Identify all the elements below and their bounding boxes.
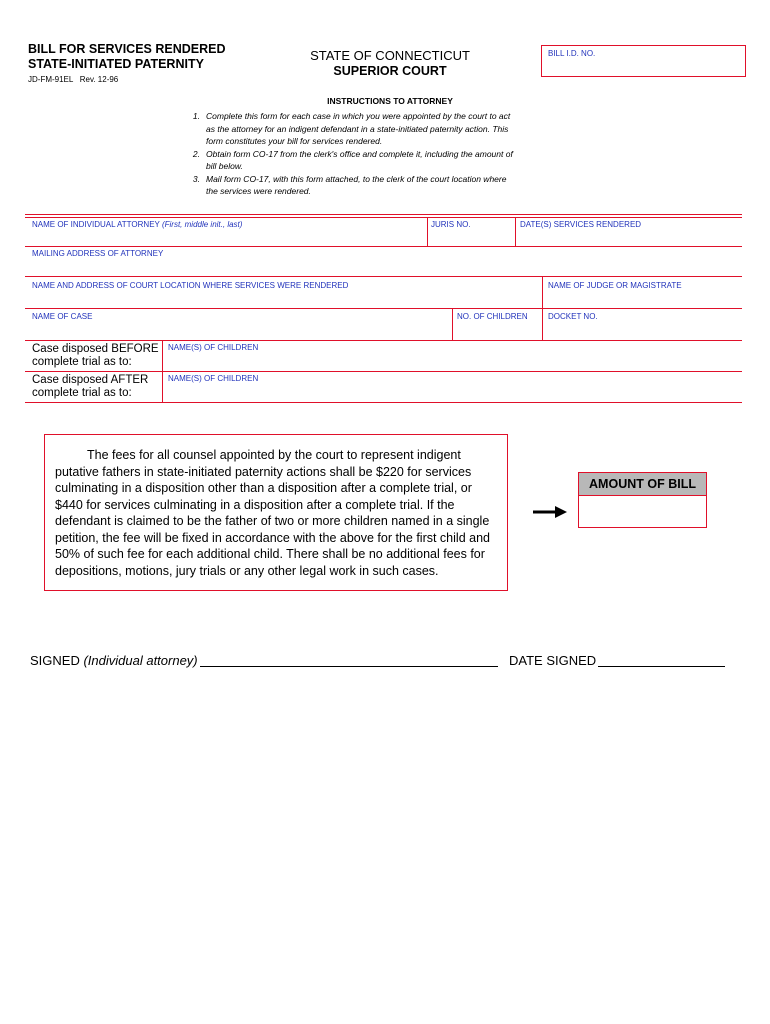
children-after-label: NAME(S) OF CHILDREN — [168, 374, 259, 383]
disposed-before-label — [32, 343, 159, 369]
fee-schedule-notice — [44, 434, 508, 591]
attorney-name-label — [32, 220, 242, 229]
juris-no-field[interactable] — [427, 217, 515, 246]
signature-line[interactable] — [200, 666, 498, 667]
children-before-field[interactable] — [162, 340, 742, 371]
instruction-number: 3. — [192, 173, 200, 184]
bill-id-field[interactable] — [541, 45, 746, 77]
instruction-number: 1. — [192, 111, 200, 121]
court-name: SUPERIOR COURT — [333, 64, 447, 78]
amount-of-bill-input[interactable] — [578, 496, 707, 528]
arrow-right-icon — [533, 505, 567, 519]
judge-label: NAME OF JUDGE OR MAGISTRATE — [548, 281, 682, 290]
case-name-field[interactable] — [25, 308, 452, 340]
attorney-name-text: NAME OF INDIVIDUAL ATTORNEY — [32, 220, 160, 229]
instruction-item — [178, 173, 568, 198]
dates-services-label: DATE(S) SERVICES RENDERED — [520, 220, 642, 229]
fee-line: putative fathers in state-initiated paternity actions shall be $220 for services — [55, 464, 472, 479]
signed-text: SIGNED — [30, 653, 80, 668]
court-location-field[interactable] — [25, 276, 542, 308]
instruction-line: as the attorney for an indigent defendant in a state-initiated paternity action. This — [206, 123, 509, 134]
instruction-line: Mail form CO-17, with this form attached, to the clerk of the court location where — [206, 173, 507, 184]
rule — [25, 402, 742, 403]
judge-field[interactable] — [542, 276, 742, 308]
instruction-number: 2. — [192, 148, 200, 159]
mailing-address-label: MAILING ADDRESS OF ATTORNEY — [32, 249, 164, 258]
no-children-label: NO. OF CHILDREN — [457, 312, 528, 321]
rule — [25, 214, 742, 215]
instruction-line: Complete this form for each case in which you were appointed by the court to act — [206, 111, 511, 121]
juris-no-label: JURIS NO. — [431, 220, 471, 229]
title-line-1: BILL FOR SERVICES RENDERED — [28, 42, 226, 56]
date-signed-line[interactable] — [598, 666, 725, 667]
fee-line: depositions, motions, jury trials or any other legal work in such cases. — [55, 563, 439, 578]
fee-text: The fees for all counsel appointed by the court to represent indigent — [87, 448, 461, 462]
fee-line: $440 for services culminating in a disposition after a complete trial. If the — [55, 497, 455, 512]
attorney-name-field[interactable] — [25, 217, 427, 246]
disposed-before-line: Case disposed BEFORE — [32, 343, 159, 355]
mailing-address-field[interactable] — [25, 246, 742, 276]
form-title — [28, 42, 226, 72]
disposed-before-line: complete trial as to: — [32, 356, 132, 368]
instructions-heading: INSTRUCTIONS TO ATTORNEY — [327, 96, 453, 106]
no-children-field[interactable] — [452, 308, 542, 340]
signed-label — [30, 653, 198, 668]
attorney-name-hint: (First, middle init., last) — [161, 220, 243, 229]
court-location-label: NAME AND ADDRESS OF COURT LOCATION WHERE SERVICES WERE RENDERED — [32, 281, 349, 290]
bill-id-label: BILL I.D. NO. — [548, 49, 596, 58]
disposed-after-line: Case disposed AFTER — [32, 374, 149, 386]
court-heading — [300, 48, 480, 79]
fee-line: culminating in a disposition other than a disposition after a complete trial, or — [55, 481, 472, 495]
state-name: STATE OF CONNECTICUT — [310, 48, 470, 63]
children-before-label: NAME(S) OF CHILDREN — [168, 343, 259, 352]
disposed-after-label — [32, 374, 148, 400]
instruction-item — [178, 110, 568, 148]
amount-of-bill-header: AMOUNT OF BILL — [578, 472, 707, 496]
instruction-line: the services were rendered. — [206, 186, 311, 196]
form-id: JD-FM-91EL Rev. 12-96 — [28, 75, 119, 84]
fee-line: 50% of such fee for each additional child. There shall be no additional fees for — [55, 547, 485, 561]
instruction-line: bill below. — [206, 161, 243, 171]
dates-services-field[interactable] — [515, 217, 742, 246]
title-line-2: STATE-INITIATED PATERNITY — [28, 57, 204, 71]
children-after-field[interactable] — [162, 371, 742, 402]
signed-hint: (Individual attorney) — [83, 653, 198, 668]
docket-no-field[interactable] — [542, 308, 742, 340]
instruction-line: Obtain form CO-17 from the clerk's office and complete it, including the amount of — [206, 148, 513, 159]
disposed-after-line: complete trial as to: — [32, 387, 132, 399]
date-signed-label: DATE SIGNED — [509, 653, 597, 668]
fee-line: petition, the fee will be fixed in accordance with the above for the first child and — [55, 530, 490, 545]
fee-line: defendant is claimed to be the father of two or more children named in a single — [55, 514, 490, 528]
instruction-item — [178, 148, 568, 173]
case-name-label: NAME OF CASE — [32, 312, 93, 321]
fee-line — [55, 447, 497, 464]
instructions-list — [178, 110, 568, 198]
instruction-line: form constitutes your bill for services rendered. — [206, 136, 383, 146]
docket-no-label: DOCKET NO. — [548, 312, 598, 321]
